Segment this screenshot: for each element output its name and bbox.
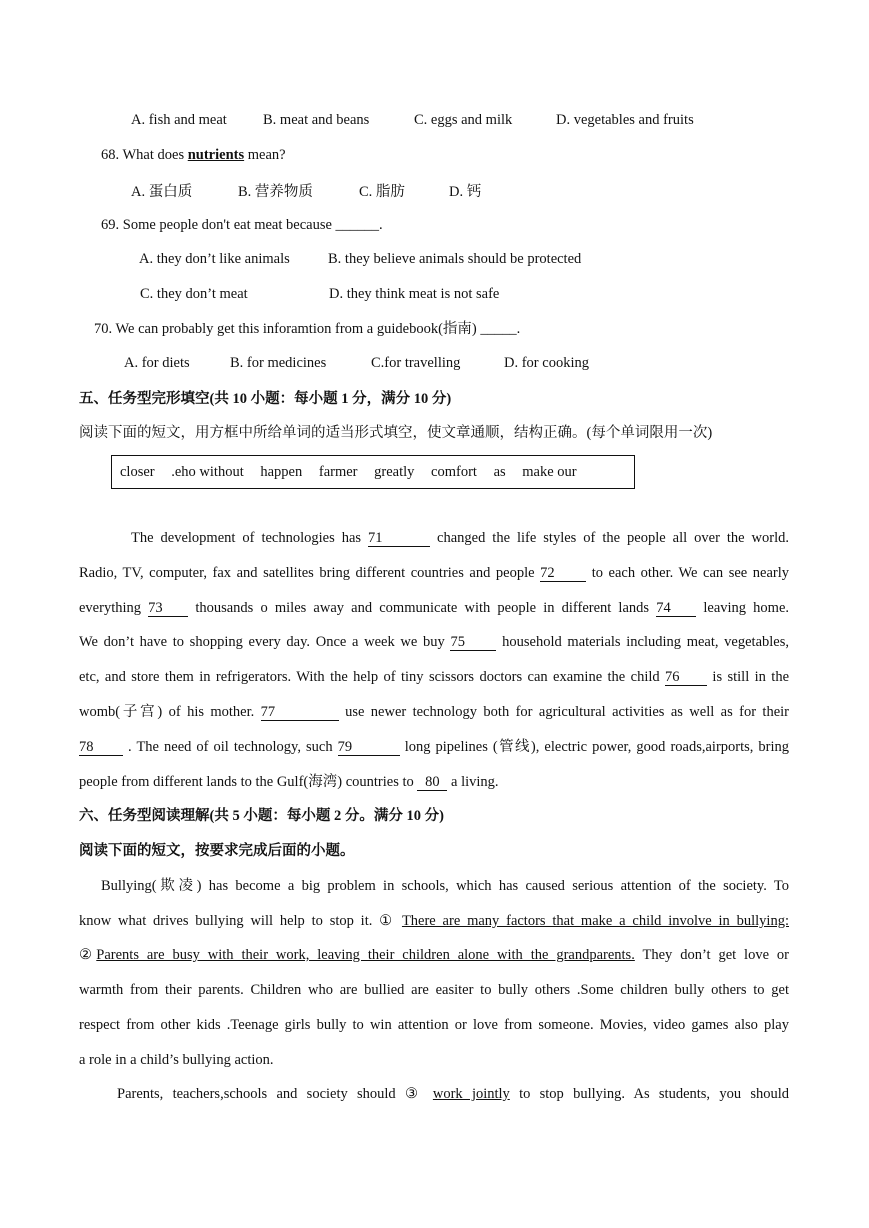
word-bank-box [111, 455, 635, 489]
q69-option-a: A. they don’t like animals [139, 251, 290, 267]
word-bank-item: as [493, 464, 506, 480]
cloze-text: is still in the [712, 669, 790, 685]
cloze-text: The development of technologies has [131, 530, 362, 546]
q67-option-d: D. vegetables and fruits [556, 112, 694, 128]
word-bank-item: happen [260, 464, 303, 480]
reading-line [79, 1016, 789, 1034]
marker-2: ② [79, 947, 97, 963]
underlined-phrase-3: work jointly [432, 1086, 510, 1102]
reading-text: know what drives bullying will help to stop it. ① [79, 913, 402, 929]
word-bank [120, 464, 590, 481]
q68-suffix: mean? [244, 147, 286, 163]
q69-option-c: C. they don’t meat [140, 286, 248, 302]
section5-heading: 五、任务型完形填空(共 10 小题：每小题 1 分，满分 10 分) [79, 391, 452, 407]
underlined-sentence-2: Parents are busy with their work, leaving their children alone with the grandparents. [96, 947, 635, 963]
cloze-text: thousands o miles away and communicate with people in different lands [195, 600, 650, 616]
cloze-text: everything [79, 600, 142, 616]
q70-question: 70. We can probably get this inforamtion from a guidebook(指南) _____. [94, 321, 521, 337]
cloze-text: a living. [451, 774, 499, 790]
cloze-line [79, 738, 789, 756]
q67-option-a: A. fish and meat [131, 112, 227, 128]
cloze-line [79, 703, 789, 721]
reading-text: Parents, teachers,schools and society should ③ [117, 1086, 433, 1102]
reading-text: Bullying(欺凌) has become a big problem in schools, which has caused serious attention of the society. To [101, 878, 789, 894]
q68-option-b: B. 营养物质 [238, 184, 313, 200]
blank-75[interactable]: 75 [450, 634, 496, 651]
cloze-text: leaving home. [703, 600, 790, 616]
section6-heading: 六、任务型阅读理解(共 5 小题：每小题 2 分。满分 10 分) [79, 808, 444, 824]
cloze-line [79, 564, 789, 582]
reading-text: They don’t get love or [642, 947, 790, 963]
reading-line [117, 1085, 789, 1103]
cloze-line [79, 668, 789, 686]
reading-line [79, 912, 789, 930]
word-bank-item: closer [120, 464, 155, 480]
q68-option-a: A. 蛋白质 [131, 184, 193, 200]
cloze-line [79, 633, 789, 651]
cloze-text: to each other. We can see nearly [591, 565, 790, 581]
reading-text: warmth from their parents. Children who are bullied are easiter to bully others .Some children bully others to get [79, 982, 789, 998]
q70-option-b: B. for medicines [230, 355, 327, 371]
q70-option-d: D. for cooking [504, 355, 589, 371]
q68-option-d: D. 钙 [449, 184, 482, 200]
q68-question [101, 146, 286, 164]
reading-line [79, 981, 789, 999]
word-bank-item: farmer [318, 464, 358, 480]
q70-option-a: A. for diets [124, 355, 190, 371]
cloze-text: Radio, TV, computer, fax and satellites bring different countries and people [79, 565, 535, 581]
cloze-text: household materials including meat, vegetables, [502, 634, 790, 650]
q67-option-b: B. meat and beans [263, 112, 370, 128]
blank-76[interactable]: 76 [665, 669, 707, 686]
reading-line [79, 946, 789, 964]
blank-77[interactable]: 77 [261, 704, 339, 721]
q70-option-c: C.for travelling [371, 355, 461, 371]
cloze-text: We don’t have to shopping every day. Once a week we buy [79, 634, 445, 650]
q69-option-b: B. they believe animals should be protected [328, 251, 582, 267]
cloze-line [79, 773, 499, 791]
cloze-line [131, 529, 789, 547]
blank-73[interactable]: 73 [148, 600, 188, 617]
blank-72[interactable]: 72 [540, 565, 586, 582]
blank-78[interactable]: 78 [79, 739, 123, 756]
word-bank-item: comfort [431, 464, 477, 480]
cloze-text: changed the life styles of the people all over the world. [437, 530, 790, 546]
word-bank-item: make our [522, 464, 577, 480]
blank-71[interactable]: 71 [368, 530, 430, 547]
cloze-line [79, 599, 789, 617]
reading-line: a role in a child’s bullying action. [79, 1052, 274, 1068]
reading-text: to stop bullying. As students, you should [519, 1086, 790, 1102]
blank-74[interactable]: 74 [656, 600, 696, 617]
reading-line [101, 877, 789, 895]
cloze-text: long pipelines (管线), electric power, good roads,airports, bring [404, 739, 790, 755]
cloze-text: . The need of oil technology, such [128, 739, 333, 755]
section5-instruction: 阅读下面的短文，用方框中所给单词的适当形式填空，使文章通顺，结构正确。(每个单词限用一次) [79, 425, 713, 441]
q67-option-c: C. eggs and milk [414, 112, 513, 128]
q68-prefix: 68. What does [101, 147, 188, 163]
q69-question: 69. Some people don't eat meat because ______. [101, 217, 383, 233]
cloze-text: etc, and store them in refrigerators. With the help of tiny scissors doctors can examine the child [79, 669, 660, 685]
q68-option-c: C. 脂肪 [359, 184, 405, 200]
blank-80[interactable]: 80 [417, 774, 447, 791]
word-bank-item: greatly [374, 464, 415, 480]
cloze-text: people from different lands to the Gulf(海湾) countries to [79, 774, 414, 790]
blank-79[interactable]: 79 [338, 739, 400, 756]
underlined-sentence-1: There are many factors that make a child involve in bullying: [401, 913, 789, 929]
word-bank-item: .eho without [171, 464, 244, 480]
cloze-text: womb(子宫) of his mother. [79, 704, 255, 720]
q69-option-d: D. they think meat is not safe [329, 286, 500, 302]
reading-text: respect from other kids .Teenage girls bully to win attention or love from someone. Movies, video games also play [79, 1017, 789, 1033]
q68-keyword: nutrients [187, 147, 245, 163]
cloze-text: use newer technology both for agricultural activities as well as for their [345, 704, 789, 720]
section6-instruction: 阅读下面的短文，按要求完成后面的小题。 [79, 843, 355, 859]
